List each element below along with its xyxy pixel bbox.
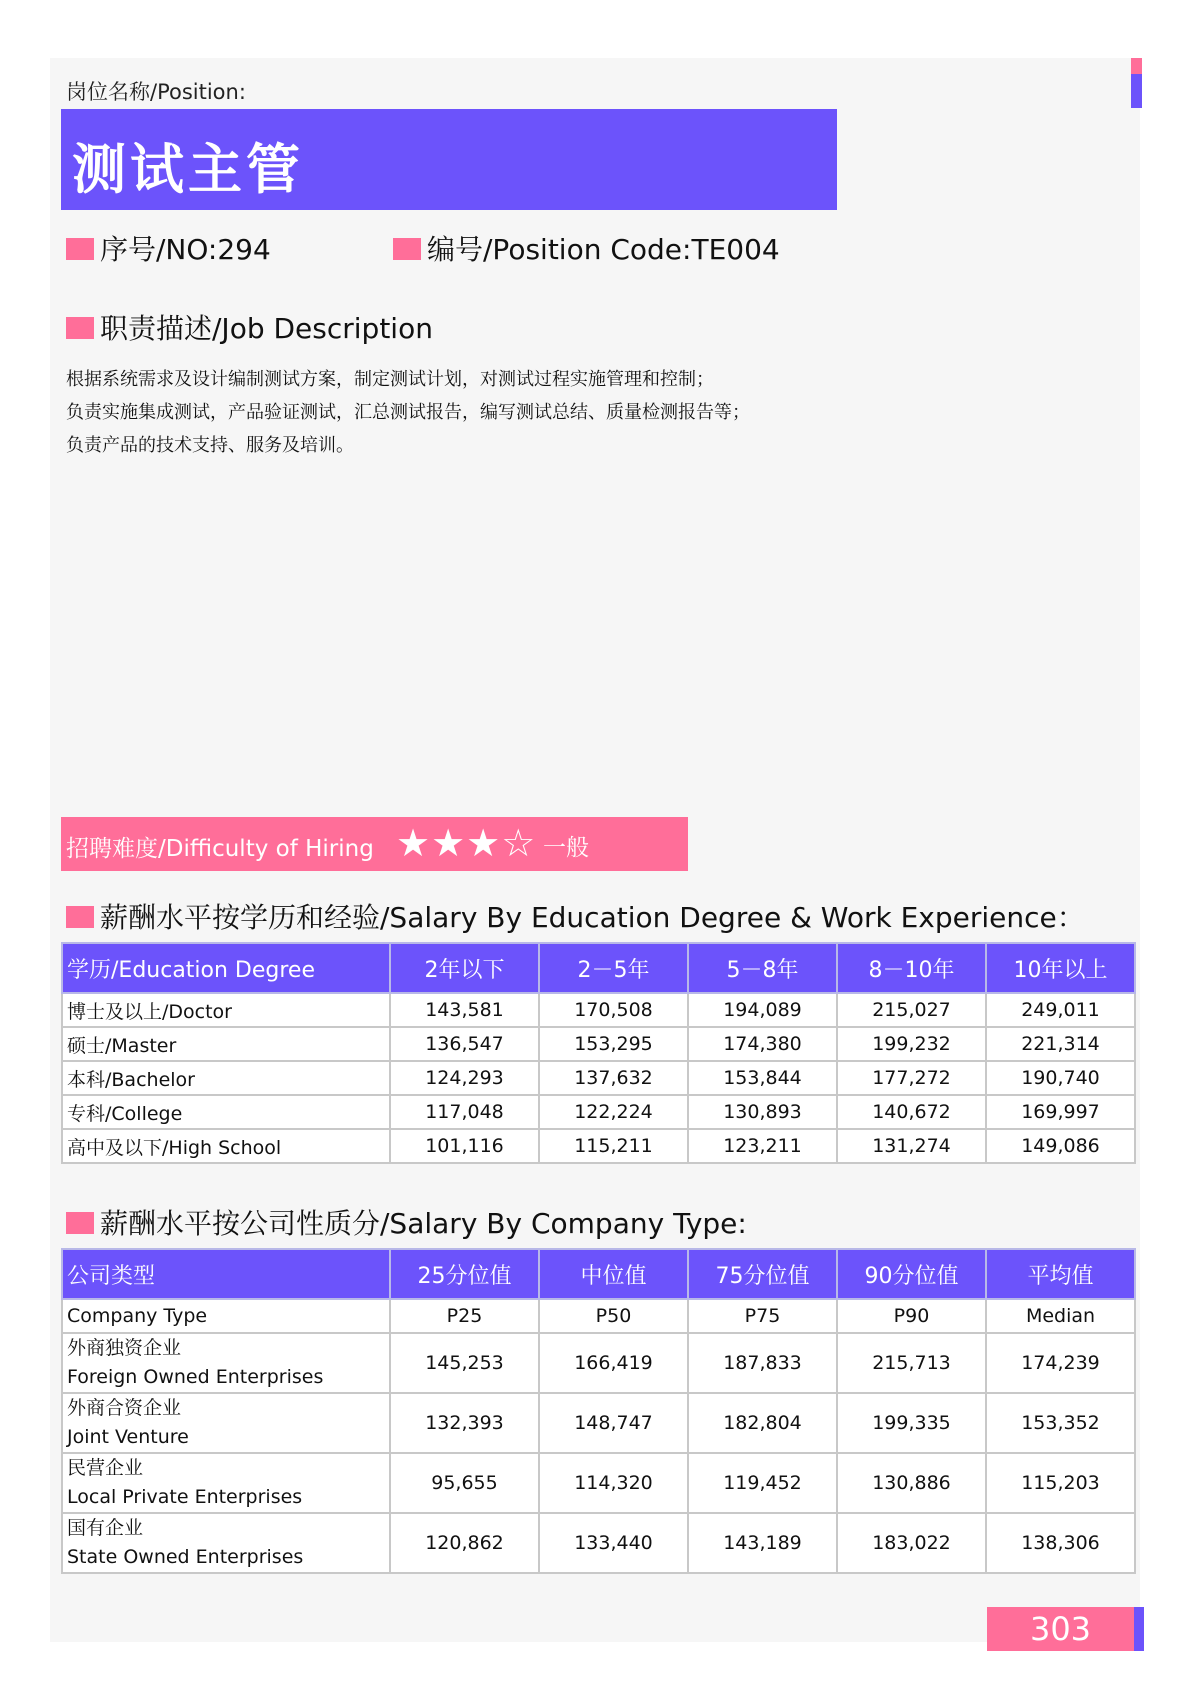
- table-cell: 115,203: [986, 1453, 1135, 1513]
- company-type-en: State Owned Enterprises: [67, 1546, 304, 1568]
- job-description-line: 根据系统需求及设计编制测试方案，制定测试计划，对测试过程实施管理和控制；: [66, 369, 714, 390]
- table-cell: 143,189: [688, 1513, 837, 1573]
- table-cell: 133,440: [539, 1513, 688, 1573]
- table-cell: 130,893: [688, 1095, 837, 1129]
- education-salary-heading: [66, 896, 1085, 936]
- table-cell: 174,380: [688, 1027, 837, 1061]
- table-cell: 131,274: [837, 1129, 986, 1163]
- table-cell: 140,672: [837, 1095, 986, 1129]
- table-header-cell: 90分位值: [837, 1249, 986, 1299]
- table-cell: 高中及以下/High School: [62, 1129, 390, 1163]
- company-type-cell: [62, 1513, 390, 1573]
- table-cell: 120,862: [390, 1513, 539, 1573]
- table-header-cell: 25分位值: [390, 1249, 539, 1299]
- education-salary-heading-text: 薪酬水平按学历和经验/Salary By Education Degree & Work Experience：: [100, 901, 1085, 934]
- bullet-square-icon: [66, 317, 94, 339]
- table-header-cell: 中位值: [539, 1249, 688, 1299]
- company-salary-heading: [66, 1202, 747, 1242]
- table-row: [62, 1061, 1135, 1095]
- table-cell: 95,655: [390, 1453, 539, 1513]
- table-row: [62, 1393, 1135, 1453]
- table-header-row: [62, 943, 1135, 993]
- table-cell: 182,804: [688, 1393, 837, 1453]
- education-salary-table: [61, 942, 1136, 1164]
- table-cell: 117,048: [390, 1095, 539, 1129]
- position-label: 岗位名称/Position:: [66, 80, 246, 104]
- bullet-square-icon: [66, 1212, 94, 1234]
- job-description-line: 负责产品的技术支持、服务及培训。: [66, 435, 354, 456]
- position-code-text: 编号/Position Code:TE004: [427, 233, 780, 266]
- table-row: [62, 993, 1135, 1027]
- table-cell: 187,833: [688, 1333, 837, 1393]
- company-type-cn: 国有企业: [67, 1517, 144, 1539]
- table-cell: 124,293: [390, 1061, 539, 1095]
- table-cell: 114,320: [539, 1453, 688, 1513]
- table-cell: 153,352: [986, 1393, 1135, 1453]
- company-type-en: Joint Venture: [67, 1426, 189, 1448]
- table-cell: 148,747: [539, 1393, 688, 1453]
- table-cell: 149,086: [986, 1129, 1135, 1163]
- table-cell: 122,224: [539, 1095, 688, 1129]
- table-header-row: [62, 1249, 1135, 1299]
- table-row: [62, 1453, 1135, 1513]
- table-row: [62, 1027, 1135, 1061]
- difficulty-level: 一般: [543, 835, 589, 861]
- table-cell: 136,547: [390, 1027, 539, 1061]
- page-number-box: [987, 1607, 1134, 1651]
- table-cell: 221,314: [986, 1027, 1135, 1061]
- bullet-square-icon: [393, 238, 421, 260]
- title-banner: [61, 109, 837, 210]
- job-description-line: 负责实施集成测试，产品验证测试，汇总测试报告，编写测试总结、质量检测报告等；: [66, 402, 750, 423]
- table-cell: 153,295: [539, 1027, 688, 1061]
- table-cell: 132,393: [390, 1393, 539, 1453]
- table-header-cell: 10年以上: [986, 943, 1135, 993]
- corner-accent-purple: [1131, 74, 1142, 108]
- table-cell: 119,452: [688, 1453, 837, 1513]
- table-cell: 174,239: [986, 1333, 1135, 1393]
- company-type-en: Foreign Owned Enterprises: [67, 1366, 324, 1388]
- star-rating-icon: ★★★☆: [396, 821, 537, 865]
- table-cell: Median: [986, 1299, 1135, 1333]
- table-header-cell: 8－10年: [837, 943, 986, 993]
- table-cell: Company Type: [62, 1299, 390, 1333]
- position-code: [393, 228, 780, 268]
- company-type-cell: [62, 1453, 390, 1513]
- table-header-cell: 平均值: [986, 1249, 1135, 1299]
- company-type-en: Local Private Enterprises: [67, 1486, 303, 1508]
- table-cell: 169,997: [986, 1095, 1135, 1129]
- table-cell: 215,713: [837, 1333, 986, 1393]
- company-salary-table: [61, 1248, 1136, 1574]
- table-cell: 177,272: [837, 1061, 986, 1095]
- table-cell: 199,335: [837, 1393, 986, 1453]
- table-cell: 115,211: [539, 1129, 688, 1163]
- table-cell: 215,027: [837, 993, 986, 1027]
- table-cell: 194,089: [688, 993, 837, 1027]
- table-cell: 专科/College: [62, 1095, 390, 1129]
- table-cell: 190,740: [986, 1061, 1135, 1095]
- table-cell: P75: [688, 1299, 837, 1333]
- table-cell: 153,844: [688, 1061, 837, 1095]
- table-subheader-row: [62, 1299, 1135, 1333]
- company-type-cn: 民营企业: [67, 1457, 144, 1479]
- table-cell: P50: [539, 1299, 688, 1333]
- table-header-cell: 2－5年: [539, 943, 688, 993]
- table-row: [62, 1513, 1135, 1573]
- table-header-cell: 2年以下: [390, 943, 539, 993]
- difficulty-label: 招聘难度/Difficulty of Hiring: [66, 836, 374, 862]
- table-cell: 博士及以上/Doctor: [62, 993, 390, 1027]
- table-header-cell: 75分位值: [688, 1249, 837, 1299]
- job-description-text: [66, 363, 750, 462]
- bullet-square-icon: [66, 906, 94, 928]
- company-type-cn: 外商独资企业: [67, 1337, 182, 1359]
- job-description-heading-text: 职责描述/Job Description: [100, 312, 433, 345]
- table-cell: 170,508: [539, 993, 688, 1027]
- table-cell: 138,306: [986, 1513, 1135, 1573]
- table-cell: 145,253: [390, 1333, 539, 1393]
- company-salary-heading-text: 薪酬水平按公司性质分/Salary By Company Type:: [100, 1207, 747, 1240]
- table-cell: 101,116: [390, 1129, 539, 1163]
- table-row: [62, 1333, 1135, 1393]
- company-type-cn: 外商合资企业: [67, 1397, 182, 1419]
- table-cell: 130,886: [837, 1453, 986, 1513]
- page-number-accent: [1134, 1607, 1144, 1651]
- table-cell: 249,011: [986, 993, 1135, 1027]
- position-number-text: 序号/NO:294: [100, 233, 271, 266]
- table-header-cell: 公司类型: [62, 1249, 390, 1299]
- table-cell: 199,232: [837, 1027, 986, 1061]
- table-cell: 本科/Bachelor: [62, 1061, 390, 1095]
- table-row: [62, 1095, 1135, 1129]
- company-type-cell: [62, 1333, 390, 1393]
- table-cell: 123,211: [688, 1129, 837, 1163]
- bullet-square-icon: [66, 238, 94, 260]
- position-number: [66, 228, 271, 268]
- corner-accent-pink: [1131, 58, 1142, 74]
- job-description-heading: [66, 307, 433, 347]
- table-cell: 183,022: [837, 1513, 986, 1573]
- table-row: [62, 1129, 1135, 1163]
- page-title: 测试主管: [72, 138, 304, 201]
- company-type-cell: [62, 1393, 390, 1453]
- table-header-cell: 5－8年: [688, 943, 837, 993]
- table-cell: 143,581: [390, 993, 539, 1027]
- table-cell: P90: [837, 1299, 986, 1333]
- table-cell: 硕士/Master: [62, 1027, 390, 1061]
- table-cell: 166,419: [539, 1333, 688, 1393]
- page-number: 303: [1029, 1610, 1092, 1648]
- table-header-cell: 学历/Education Degree: [62, 943, 390, 993]
- table-cell: P25: [390, 1299, 539, 1333]
- difficulty-bar: [61, 817, 688, 871]
- table-cell: 137,632: [539, 1061, 688, 1095]
